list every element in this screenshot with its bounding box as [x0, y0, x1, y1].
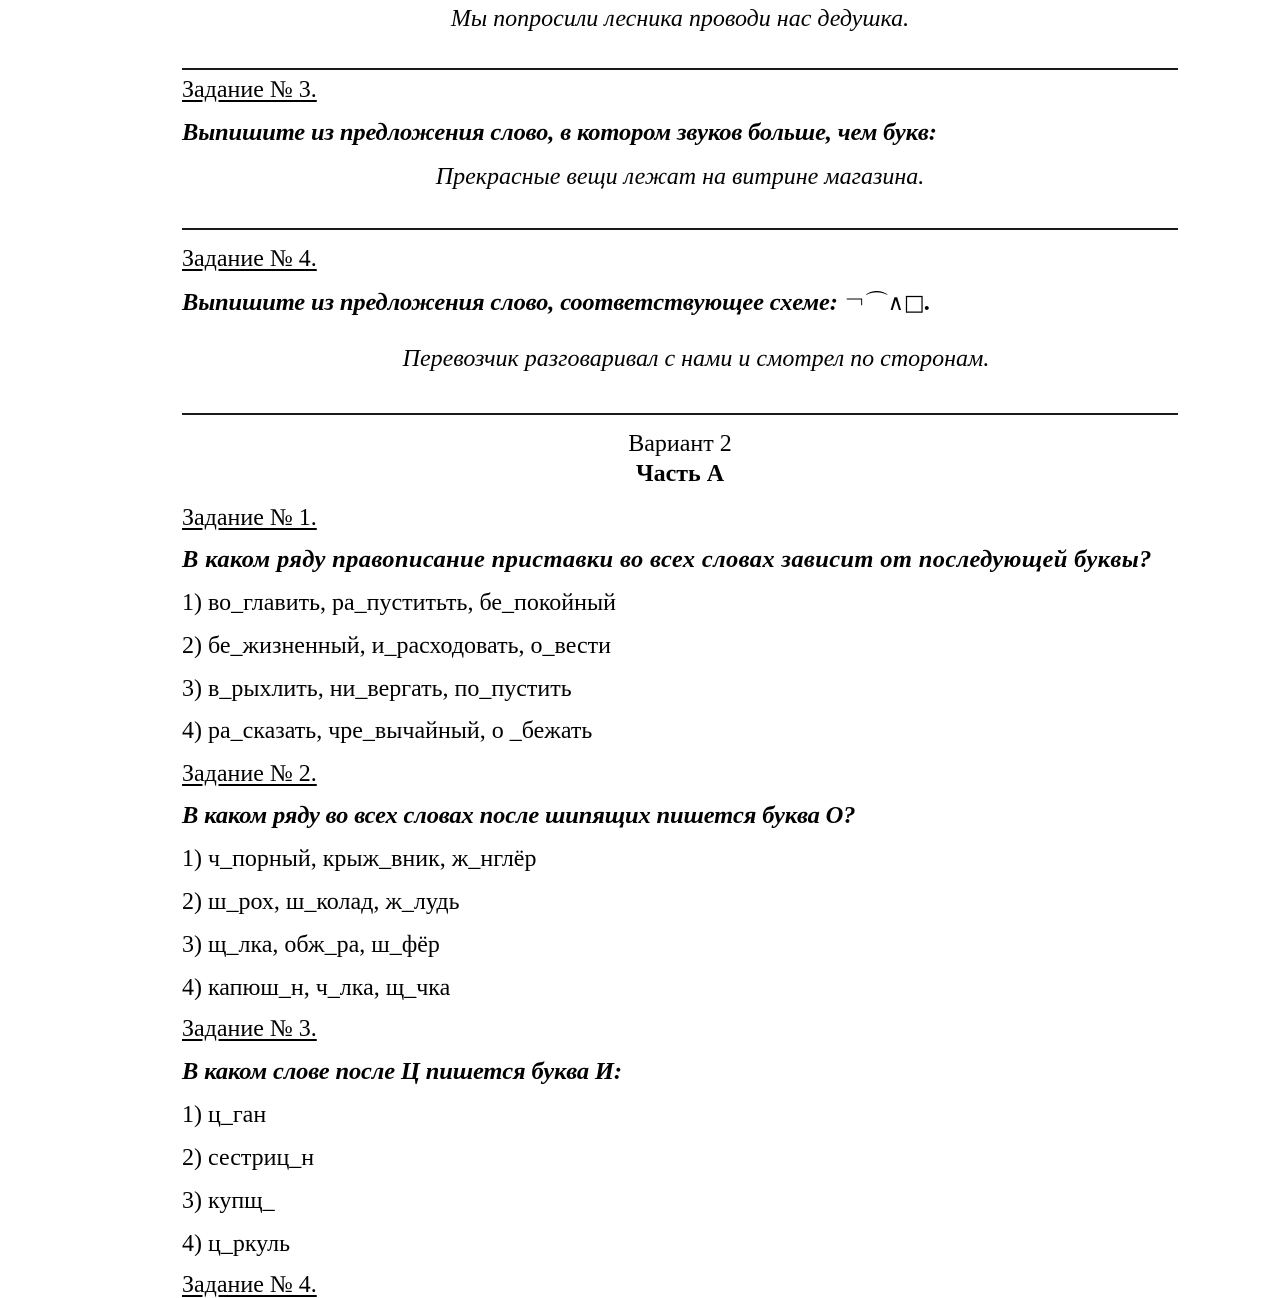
separator-rule-2	[182, 228, 1178, 230]
task-prompt-3b: В каком слове после Ц пишется буква И:	[182, 1058, 622, 1085]
task-label-4b: Задание № 4.	[182, 1272, 317, 1298]
option-item[interactable]: 2) бе_жизненный, и_расходовать, о_вести	[182, 633, 611, 659]
top-sentence: Мы попросили лесника проводи нас дедушка.	[450, 6, 910, 32]
variant-heading: Вариант 2	[628, 431, 732, 457]
option-item[interactable]: 1) во_главить, ра_пуститьть, бе_покойный	[182, 590, 616, 616]
option-item[interactable]: 3) в_рыхлить, ни_вергать, по_пустить	[182, 676, 572, 702]
option-item[interactable]: 2) сестриц_н	[182, 1145, 315, 1171]
task-prompt-1: В каком ряду правописание приставки во всех словах зависит от последующей буквы?	[182, 546, 1152, 573]
task-label-3a: Задание № 3.	[182, 77, 317, 103]
task-label-1: Задание № 1.	[182, 505, 317, 531]
task-prompt-2: В каком ряду во всех словах после шипящих пишется буква О?	[182, 802, 856, 829]
task-label-3b: Задание № 3.	[182, 1016, 317, 1042]
task-label-2: Задание № 2.	[182, 761, 317, 787]
task-label-4a: Задание № 4.	[182, 246, 317, 272]
task-prompt-3a: Выпишите из предложения слово, в котором звуков больше, чем букв:	[182, 119, 937, 146]
task-prompt-4a-text: Выпишите из предложения слово, соответствующее схеме:	[182, 289, 844, 316]
option-item[interactable]: 3) щ_лка, обж_ра, ш_фёр	[182, 932, 440, 958]
morpheme-scheme-icon: ￢⌒∧□	[843, 291, 925, 316]
separator-rule-3	[182, 413, 1178, 415]
option-item[interactable]: 4) капюш_н, ч_лка, щ_чка	[182, 975, 451, 1001]
variant-part-heading: Часть А	[635, 461, 725, 487]
task-sentence-3a: Прекрасные вещи лежат на витрине магазина.	[435, 164, 925, 190]
option-item[interactable]: 1) ц_ган	[182, 1102, 267, 1128]
separator-rule-1	[182, 68, 1178, 70]
task-sentence-4a: Перевозчик разговаривал с нами и смотрел по сторонам.	[402, 346, 990, 372]
option-item[interactable]: 2) ш_рох, ш_колад, ж_лудь	[182, 889, 460, 915]
option-item[interactable]: 3) купщ_	[182, 1188, 275, 1214]
task-prompt-4a-period: .	[924, 289, 931, 316]
option-item[interactable]: 4) ц_ркуль	[182, 1231, 291, 1257]
option-item[interactable]: 1) ч_порный, крыж_вник, ж_нглёр	[182, 846, 537, 872]
option-item[interactable]: 4) ра_сказать, чре_вычайный, о _бежать	[182, 718, 593, 744]
task-prompt-4a	[182, 290, 931, 317]
